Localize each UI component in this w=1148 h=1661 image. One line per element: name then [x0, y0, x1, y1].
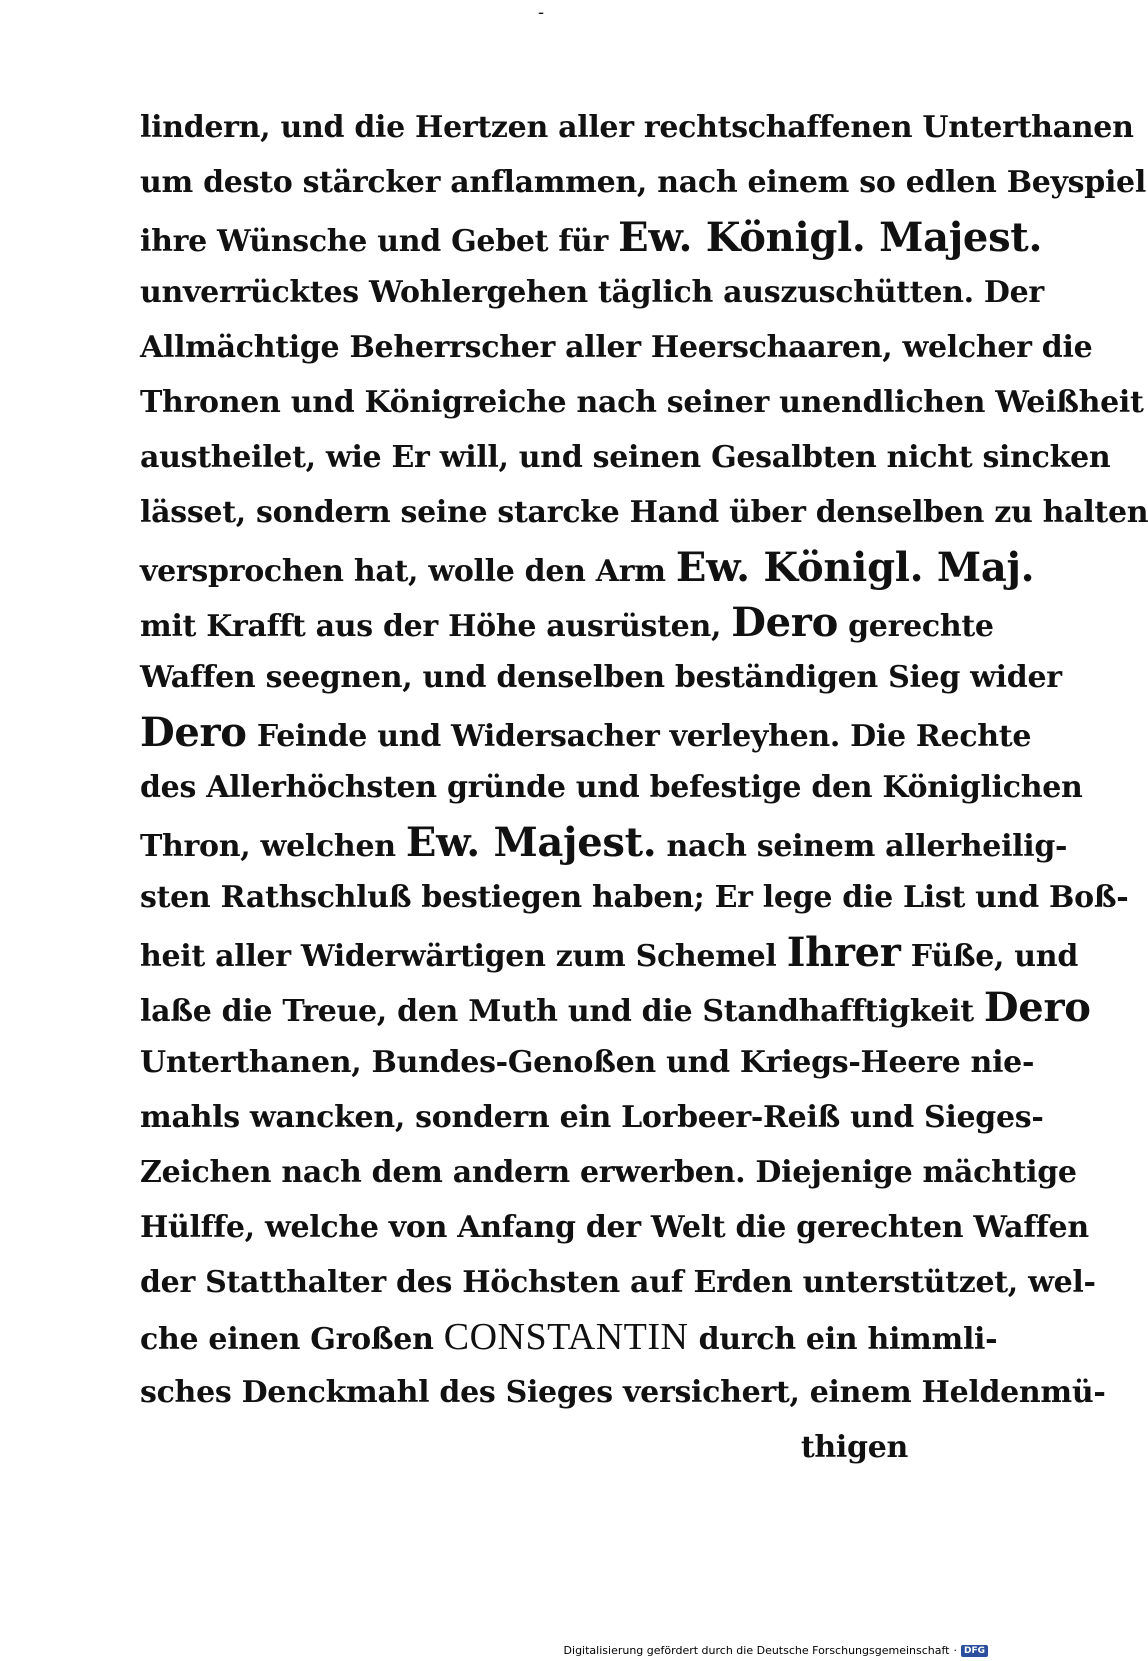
text-line: lässet, sondern seine starcke Hand über denselben zu halten: [140, 495, 1148, 530]
text-line: [140, 1310, 998, 1365]
text-line: mahls wancken, sondern ein Lorbeer-Reiß und Sieges-: [140, 1100, 1044, 1135]
text-line: [140, 980, 1091, 1035]
digitization-credit: [564, 1644, 988, 1657]
text-line: Zeichen nach dem andern erwerben. Diejenige mächtige: [140, 1155, 1077, 1190]
text-line: [140, 705, 1032, 760]
text-line: sten Rathschluß bestiegen haben; Er lege die List und Boß-: [140, 880, 1129, 915]
text-span: durch ein himmli-: [688, 1322, 998, 1357]
text-span: laße die Treue, den Muth und die Standhafftigkeit: [140, 994, 984, 1029]
credit-text: Digitalisierung gefördert durch die Deutsche Forschungsgemeinschaft: [563, 1644, 950, 1657]
text-line: Allmächtige Beherrscher aller Heerschaaren, welcher die: [140, 330, 1093, 365]
text-line: lindern, und die Hertzen aller rechtschaffenen Unterthanen: [140, 110, 1134, 145]
text-line: der Statthalter des Höchsten auf Erden unterstützet, wel-: [140, 1265, 1096, 1300]
text-line: [140, 540, 1035, 595]
text-line: [140, 210, 1043, 265]
emphasis-text: Dero: [140, 709, 247, 756]
text-span: mit Krafft aus der Höhe ausrüsten,: [140, 609, 732, 644]
emphasis-text: Dero: [731, 599, 838, 646]
text-line: Unterthanen, Bundes-Genoßen und Kriegs-Heere nie-: [140, 1045, 1035, 1080]
text-line: [140, 595, 994, 650]
text-line: sches Denckmahl des Sieges versichert, einem Heldenmü-: [140, 1375, 1106, 1410]
emphasis-text: Ew. Königl. Majest.: [618, 214, 1043, 261]
text-span: Füße, und: [900, 939, 1078, 974]
separator: ·: [953, 1644, 957, 1657]
text-line: austheilet, wie Er will, und seinen Gesalbten nicht sincken: [140, 440, 1111, 475]
text-span: nach seinem allerheilig-: [656, 829, 1068, 864]
emphasis-text: Dero: [983, 984, 1091, 1031]
text-line: [140, 925, 1078, 980]
text-line: um desto stärcker anflammen, nach einem so edlen Beyspiel: [140, 165, 1146, 200]
text-span: Thron, welchen: [140, 829, 406, 864]
text-line: Thronen und Königreiche nach seiner unendlichen Weißheit: [140, 385, 1144, 420]
antiqua-name: CONSTANTIN: [443, 1316, 689, 1358]
text-span: che einen Großen: [140, 1322, 444, 1357]
catchword: thigen: [800, 1430, 908, 1465]
text-span: gerechte: [837, 609, 994, 644]
text-span: Feinde und Widersacher verleyhen. Die Rechte: [246, 719, 1032, 754]
top-mark: -: [538, 2, 545, 23]
text-line: des Allerhöchsten gründe und befestige den Königlichen: [140, 770, 1083, 805]
text-line: unverrücktes Wohlergehen täglich auszuschütten. Der: [140, 275, 1044, 310]
text-line: [140, 815, 1068, 870]
dfg-logo-icon: DFG: [961, 1645, 988, 1657]
text-span: versprochen hat, wolle den Arm: [140, 554, 676, 589]
body-text: [140, 100, 1148, 1475]
text-line: Waffen seegnen, und denselben beständigen Sieg wider: [140, 660, 1062, 695]
emphasis-text: Ew. Majest.: [405, 819, 657, 866]
text-line: Hülffe, welche von Anfang der Welt die gerechten Waffen: [140, 1210, 1089, 1245]
emphasis-text: Ihrer: [786, 929, 901, 976]
text-span: ihre Wünsche und Gebet für: [140, 224, 619, 259]
text-span: heit aller Widerwärtigen zum Schemel: [140, 939, 787, 974]
emphasis-text: Ew. Königl. Maj.: [675, 544, 1035, 591]
